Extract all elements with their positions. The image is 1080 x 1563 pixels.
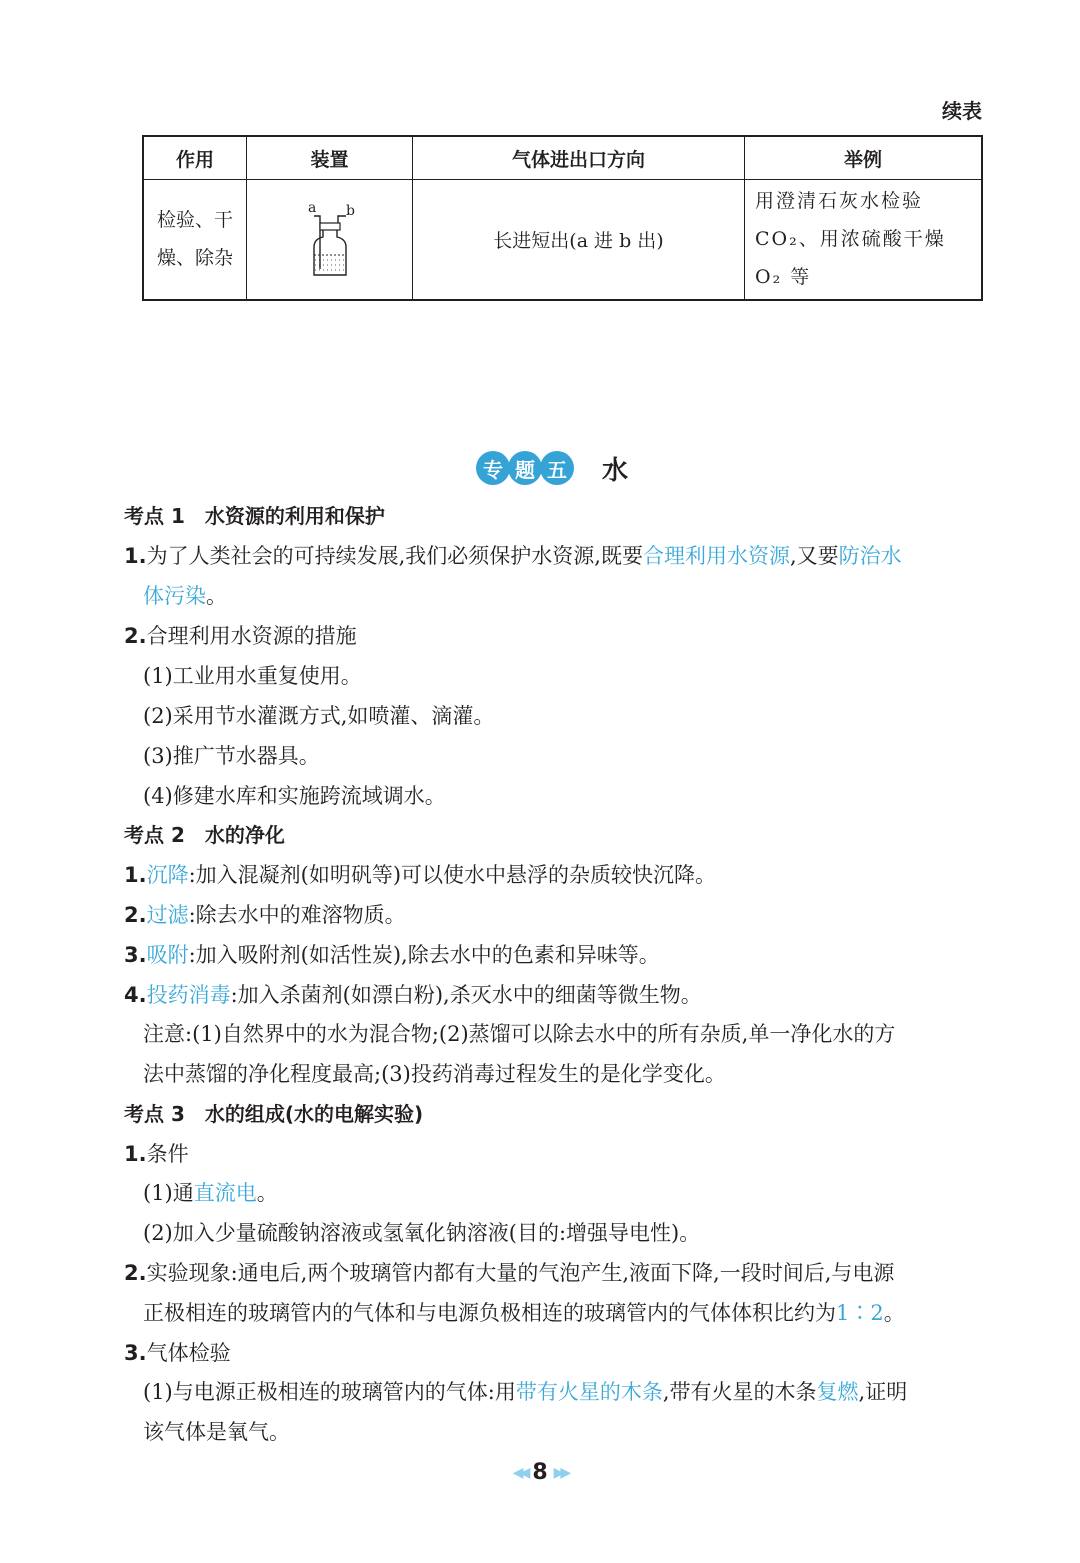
header-direction: 气体进出口方向 xyxy=(413,137,745,179)
label-b: b xyxy=(345,203,355,219)
topic-badge-1: 专 xyxy=(476,451,510,485)
highlight-text: 过滤 xyxy=(146,903,189,927)
text: :加入杀菌剂(如漂白粉),杀灭水中的细菌等微生物。 xyxy=(230,983,702,1007)
next-page-icon[interactable]: ▶▶ xyxy=(553,1465,568,1481)
kp2-label: 考点 2 xyxy=(124,823,185,847)
text: 。 xyxy=(883,1301,905,1325)
text: 为了人类社会的可持续发展,我们必须保护水资源,既要 xyxy=(146,544,643,568)
kp1-sub1: (1)工业用水重复使用。 xyxy=(143,664,362,688)
highlight-text: 复燃 xyxy=(816,1380,859,1404)
highlight-text: 沉降 xyxy=(146,863,189,887)
kp2-item3 xyxy=(124,939,660,969)
kp2-heading xyxy=(124,819,285,848)
item-number: 4. xyxy=(124,983,147,1007)
kp2-item2 xyxy=(124,899,406,929)
gas-apparatus-table xyxy=(142,135,983,301)
example-line-1: 用澄清石灰水检验 xyxy=(755,190,924,212)
kp3-sub1 xyxy=(143,1177,278,1207)
text: 正极相连的玻璃管内的气体和与电源负极相连的玻璃管内的气体体积比约为 xyxy=(143,1301,836,1325)
kp3-sub2: (2)加入少量硫酸钠溶液或氢氧化钠溶液(目的:增强导电性)。 xyxy=(143,1221,701,1245)
topic-title xyxy=(476,448,628,488)
kp3-item2-line1 xyxy=(124,1257,894,1287)
kp1-title: 水资源的利用和保护 xyxy=(204,504,385,528)
kp3-title: 水的组成(水的电解实验) xyxy=(204,1102,424,1126)
kp3-label: 考点 3 xyxy=(124,1102,185,1126)
item-number: 1. xyxy=(124,544,147,568)
kp2-item1 xyxy=(124,859,716,889)
cell-purpose xyxy=(144,179,247,299)
highlight-text: 直流电 xyxy=(193,1181,257,1205)
text: 合理利用水资源的措施 xyxy=(146,624,357,648)
continued-table-label: 续表 xyxy=(942,99,982,123)
item-number: 2. xyxy=(124,624,147,648)
highlight-text: 1∶2 xyxy=(836,1301,884,1325)
item-number: 3. xyxy=(124,943,147,967)
highlight-text: 带有火星的木条 xyxy=(515,1380,663,1404)
purpose-line-1: 检验、干 xyxy=(156,209,233,231)
page-number: 8 xyxy=(532,1460,548,1485)
text: ,又要 xyxy=(789,544,839,568)
kp3-item2-line2 xyxy=(143,1297,905,1327)
text: :除去水中的难溶物质。 xyxy=(188,903,406,927)
cell-example xyxy=(745,179,981,299)
kp1-item2 xyxy=(124,620,357,650)
kp1-sub3: (3)推广节水器具。 xyxy=(143,744,320,768)
topic-name: 水 xyxy=(602,455,629,486)
kp2-note-line1: 注意:(1)自然界中的水为混合物;(2)蒸馏可以除去水中的所有杂质,单一净化水的方 xyxy=(143,1022,896,1046)
kp1-item1-line2 xyxy=(143,580,227,610)
kp1-sub2: (2)采用节水灌溉方式,如喷灌、滴灌。 xyxy=(143,704,495,728)
kp2-note-line2: 法中蒸馏的净化程度最高;(3)投药消毒过程发生的是化学变化。 xyxy=(143,1062,726,1086)
kp1-heading xyxy=(124,500,385,529)
topic-badge-2: 题 xyxy=(508,451,542,485)
text: :加入吸附剂(如活性炭),除去水中的色素和异味等。 xyxy=(188,943,660,967)
kp1-item1-line1 xyxy=(124,540,902,570)
kp1-sub4: (4)修建水库和实施跨流域调水。 xyxy=(143,784,446,808)
label-a: a xyxy=(307,200,316,216)
kp3-heading xyxy=(124,1098,423,1127)
text: 条件 xyxy=(146,1142,189,1166)
text: 气体检验 xyxy=(146,1341,231,1365)
example-line-2: CO₂、用浓硫酸干燥 xyxy=(755,228,946,250)
example-line-3: O₂ 等 xyxy=(755,266,812,288)
kp3-item3 xyxy=(124,1337,231,1367)
highlight-text: 合理利用水资源 xyxy=(642,544,790,568)
table-header-row xyxy=(144,137,981,180)
item-number: 2. xyxy=(124,1261,147,1285)
highlight-text: 防治水 xyxy=(838,544,902,568)
gas-washing-bottle-icon xyxy=(290,199,370,279)
cell-apparatus xyxy=(247,179,413,299)
text: :加入混凝剂(如明矾等)可以使水中悬浮的杂质较快沉降。 xyxy=(188,863,717,887)
header-example: 举例 xyxy=(843,148,882,171)
kp3-sub3-line2: 该气体是氧气。 xyxy=(143,1420,290,1444)
item-number: 1. xyxy=(124,863,147,887)
text: 实验现象:通电后,两个玻璃管内都有大量的气泡产生,液面下降,一段时间后,与电源 xyxy=(146,1261,895,1285)
kp3-item1 xyxy=(124,1138,189,1168)
item-number: 1. xyxy=(124,1142,147,1166)
header-purpose: 作用 xyxy=(144,137,247,179)
table-row xyxy=(144,179,981,299)
kp3-sub3-line1 xyxy=(143,1376,907,1406)
kp2-item4 xyxy=(124,979,702,1009)
highlight-text: 体污染 xyxy=(143,584,206,608)
topic-badge-3: 五 xyxy=(540,451,574,485)
highlight-text: 吸附 xyxy=(146,943,189,967)
text: (1)通 xyxy=(143,1181,194,1205)
item-number: 3. xyxy=(124,1341,147,1365)
text: (1)与电源正极相连的玻璃管内的气体:用 xyxy=(143,1380,516,1404)
kp1-label: 考点 1 xyxy=(124,504,185,528)
kp2-title: 水的净化 xyxy=(204,823,285,847)
purpose-line-2: 燥、除杂 xyxy=(156,247,233,269)
header-apparatus: 装置 xyxy=(247,137,413,179)
text: ,证明 xyxy=(858,1380,908,1404)
cell-direction: 长进短出(a 进 b 出) xyxy=(413,179,745,299)
text: ,带有火星的木条 xyxy=(662,1380,817,1404)
text: 。 xyxy=(206,584,227,608)
prev-page-icon[interactable]: ◀◀ xyxy=(512,1465,527,1481)
item-number: 2. xyxy=(124,903,147,927)
highlight-text: 投药消毒 xyxy=(146,983,231,1007)
text: 。 xyxy=(256,1181,278,1205)
page-footer xyxy=(0,1460,1080,1485)
